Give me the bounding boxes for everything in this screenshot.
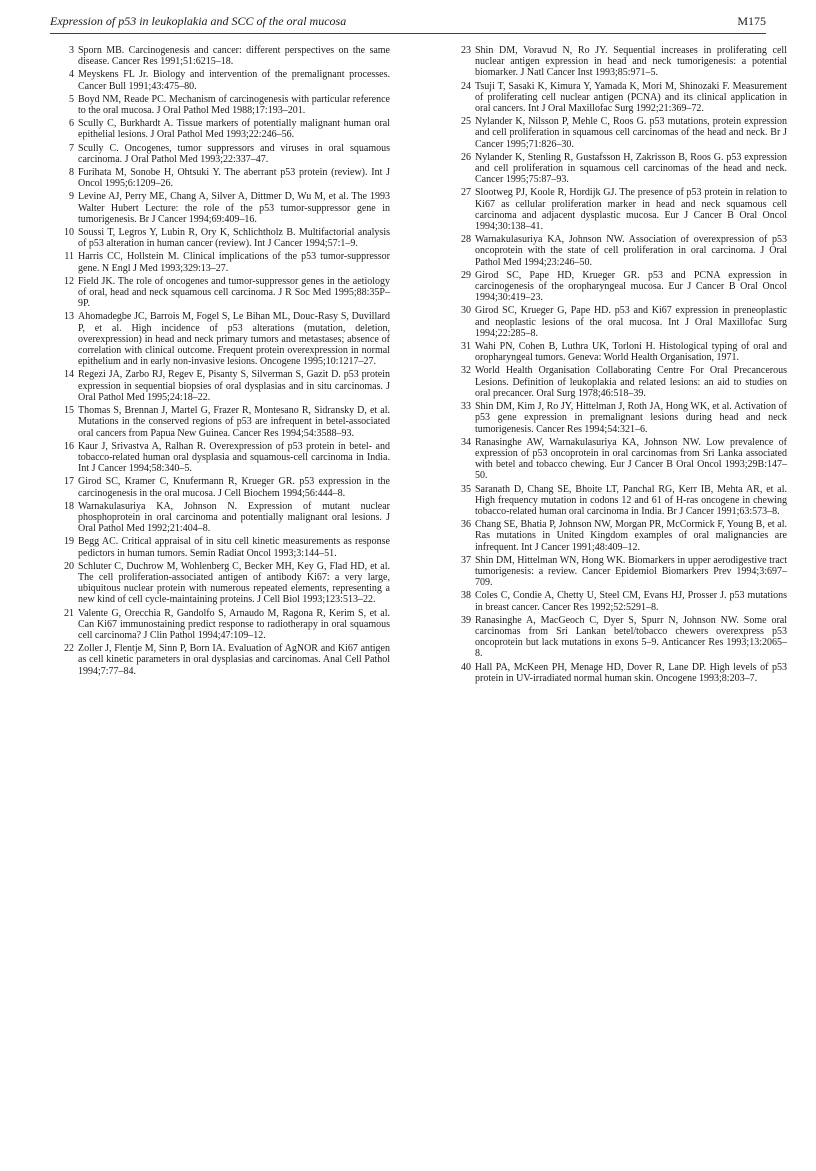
reference-number: 14 <box>64 369 74 381</box>
reference-text: Ranasinghe AW, Warnakulasuriya KA, Johnson NW. Low prevalence of expression of p53 oncoprotein in oral carcinomas from Sri Lanka associated with betel and tobacco chewing. Eur J Cancer B Oral Oncol 1993;29B:147–50. <box>475 436 787 482</box>
reference-item <box>455 662 787 684</box>
reference-text: Hall PA, McKeen PH, Menage HD, Dover R, Lane DP. High levels of p53 protein in UV-irradiated normal human skin. Oncogene 1993;8:203–7. <box>475 661 787 684</box>
reference-item <box>455 341 787 363</box>
reference-number: 21 <box>64 607 74 619</box>
reference-number: 24 <box>461 80 471 92</box>
reference-item <box>455 401 787 435</box>
reference-number: 6 <box>69 118 74 130</box>
reference-text: Shin DM, Hittelman WN, Hong WK. Biomarkers in upper aerodigestive tract tumorigenesis: a review. Cancer Epidemiol Biomarkers Prev 1994;3:697–709. <box>475 554 787 589</box>
reference-number: 27 <box>461 187 471 199</box>
reference-item <box>58 191 390 225</box>
reference-text: Field JK. The role of oncogenes and tumor-suppressor genes in the aetiology of oral, head and neck squamous cell carcinoma. J R Soc Med 1995;88:35P–9P. <box>78 275 390 310</box>
reference-item <box>455 555 787 589</box>
running-title: Expression of p53 in leukoplakia and SCC of the oral mucosa <box>50 14 347 28</box>
references-right-column <box>455 45 787 686</box>
reference-item <box>455 305 787 339</box>
reference-item <box>455 615 787 660</box>
reference-text: Sporn MB. Carcinogenesis and cancer: different perspectives on the same disease. Cancer Res 1991;51:6215–18. <box>78 45 390 68</box>
reference-item <box>58 251 390 273</box>
reference-text: Valente G, Orecchia R, Gandolfo S, Arnaudo M, Ragona R, Kerim S, et al. Can Ki67 immunostaining predict response to radiotherapy in oral squamous cell carcinoma? J Clin Pathol 1994;47:109–12. <box>78 607 390 641</box>
reference-item <box>58 441 390 475</box>
reference-item <box>58 94 390 116</box>
reference-text: Saranath D, Chang SE, Bhoite LT, Panchal RG, Kerr IB, Mehta AR, et al. High frequency mutation in codons 12 and 61 of H-ras oncogene in chewing tobacco-related human oral carcinoma in India. Br J Cancer 1991;63:573–8. <box>475 483 787 517</box>
header-rule <box>50 33 766 34</box>
reference-item <box>58 276 390 310</box>
reference-item <box>58 227 390 249</box>
reference-item <box>455 152 787 186</box>
reference-number: 23 <box>461 45 471 56</box>
references-left-column <box>58 45 390 679</box>
reference-item <box>455 234 787 268</box>
reference-text: Begg AC. Critical appraisal of in situ cell kinetic measurements as response pedictors in human tumors. Semin Radiat Oncol 1993;3:144–51. <box>78 536 390 559</box>
reference-item <box>58 311 390 367</box>
reference-number: 35 <box>461 483 471 495</box>
reference-text: Girod SC, Kramer C, Knufermann R, Krueger GR. p53 expression in the carcinogenesis in the oral mucosa. J Cell Biochem 1994;56:444–8. <box>78 476 390 499</box>
reference-number: 13 <box>64 311 74 323</box>
reference-number: 12 <box>64 275 74 287</box>
reference-text: Zoller J, Flentje M, Sinn P, Born IA. Evaluation of AgNOR and Ki67 antigen as cell kinetic parameters in oral dysplasias and carcinomas. Anal Cell Pathol 1994;7:77–84. <box>78 643 390 677</box>
reference-number: 11 <box>64 251 74 263</box>
reference-number: 18 <box>64 500 74 512</box>
reference-item <box>455 590 787 612</box>
reference-item <box>455 45 787 79</box>
reference-text: Levine AJ, Perry ME, Chang A, Silver A, Dittmer D, Wu M, et al. The 1993 Walter Hubert Lecture: the role of the p53 tumor-suppressor gene in tumorigenesis. Br J Cancer 1994;69:409–16. <box>78 191 390 225</box>
reference-item <box>58 476 390 498</box>
reference-item <box>455 519 787 553</box>
reference-item <box>58 143 390 165</box>
reference-text: Ahomadegbe JC, Barrois M, Fogel S, Le Bihan ML, Douc-Rasy S, Duvillard P, et al. High incidence of p53 alterations (mutation, deletion, overexpression) in head and neck primary tumors and metastases; absence of correlation with clinical outcome. Frequent protein overexpression in normal epithelium and in early non-invasive lesions. Oncogene 1995;10:1217–27. <box>78 311 390 368</box>
reference-text: Shin DM, Voravud N, Ro JY. Sequential increases in proliferating cell nuclear antigen expression in head and neck tumorigenesis: a potential biomarker. J Natl Cancer Inst 1993;85:971–5. <box>475 45 787 79</box>
reference-text: Girod SC, Krueger G, Pape HD. p53 and Ki67 expression in preneoplastic and neoplastic lesions of the oral mucosa. Int J Oral Maxillofac Surg 1994;22:285–8. <box>475 305 787 339</box>
reference-text: Thomas S, Brennan J, Martel G, Frazer R, Montesano R, Sidransky D, et al. Mutations in the conserved regions of p53 are infrequent in betel-associated oral cancers from Papua New Guinea. Cancer Res 1994;54:3588–93. <box>78 405 390 439</box>
reference-text: World Health Organisation Collaborating Centre For Oral Precancerous Lesions. Definition of leukoplakia and related lesions: an aid to studies on oral precancer. Oral Surg 1978;46:518–39. <box>475 365 787 399</box>
reference-text: Kaur J, Srivastva A, Ralhan R. Overexpression of p53 protein in betel- and tobacco-related human oral dysplasia and squamous-cell carcinoma in India. Int J Cancer 1994;58:340–5. <box>78 440 390 475</box>
reference-number: 28 <box>461 234 471 246</box>
running-header <box>50 14 766 36</box>
reference-number: 9 <box>69 191 74 203</box>
reference-text: Regezi JA, Zarbo RJ, Regev E, Pisanty S, Silverman S, Gazit D. p53 protein expression in sequential biopsies of oral dysplasias and in situ carcinomas. J Oral Pathol Med 1995;24:18–22. <box>78 369 390 403</box>
page-number: M175 <box>737 14 766 28</box>
reference-number: 29 <box>461 269 471 281</box>
reference-item <box>58 643 390 677</box>
reference-number: 26 <box>461 151 471 163</box>
reference-text: Warnakulasuriya KA, Johnson N. Expression of mutant nuclear phosphoprotein in oral carcinoma and potentially malignant oral lesions. J Oral Pathol Med 1992;21:404–8. <box>78 500 390 535</box>
reference-item <box>58 536 390 558</box>
reference-text: Nylander K, Nilsson P, Mehle C, Roos G. p53 mutations, protein expression and cell proliferation in squamous cell carcinomas of the head and neck. Br J Cancer 1995;71:826–30. <box>475 116 787 150</box>
reference-number: 15 <box>64 405 74 417</box>
reference-text: Ranasinghe A, MacGeoch C, Dyer S, Spurr N, Johnson NW. Some oral carcinomas from Sri Lankan betel/tobacco chewers overexpress p53 oncoprotein but lack mutations in exons 5–9. Anticancer Res 1993;13:2065–8. <box>475 614 787 660</box>
reference-number: 10 <box>64 227 74 239</box>
reference-item <box>58 561 390 606</box>
reference-number: 39 <box>461 614 471 626</box>
reference-number: 3 <box>69 45 74 56</box>
reference-item <box>58 501 390 535</box>
reference-item <box>455 187 787 232</box>
reference-number: 7 <box>69 142 74 154</box>
reference-item <box>455 81 787 115</box>
reference-number: 22 <box>64 643 74 655</box>
reference-text: Shin DM, Kim J, Ro JY, Hittelman J, Roth JA, Hong WK, et al. Activation of p53 gene expression in premalignant lesions during head and neck tumorigenesis. Cancer Res 1994;54:321–6. <box>475 401 787 435</box>
reference-number: 30 <box>461 305 471 317</box>
reference-item <box>58 608 390 642</box>
reference-number: 4 <box>69 69 74 81</box>
reference-text: Slootweg PJ, Koole R, Hordijk GJ. The presence of p53 protein in relation to Ki67 as cellular proliferation marker in head and neck squamous cell carcinoma and adjacent dysplastic mucosa. Eur J Cancer B Oral Oncol 1994;30:138–41. <box>475 187 787 233</box>
reference-number: 19 <box>64 536 74 548</box>
reference-number: 40 <box>461 661 471 673</box>
reference-text: Warnakulasuriya KA, Johnson NW. Association of overexpression of p53 oncoprotein with the state of cell proliferation in oral carcinoma. J Oral Pathol Med 1994;23:246–50. <box>475 234 787 268</box>
reference-number: 31 <box>461 341 471 353</box>
reference-text: Scully C. Oncogenes, tumor suppressors and viruses in oral squamous carcinoma. J Oral Pathol Med 1993;22:337–47. <box>78 142 390 165</box>
reference-item <box>58 69 390 91</box>
reference-text: Coles C, Condie A, Chetty U, Steel CM, Evans HJ, Prosser J. p53 mutations in breast cancer. Cancer Res 1992;52:5291–8. <box>475 590 787 613</box>
reference-item <box>455 365 787 399</box>
reference-number: 17 <box>64 476 74 488</box>
reference-number: 36 <box>461 519 471 531</box>
reference-text: Boyd NM, Reade PC. Mechanism of carcinogenesis with particular reference to the oral mucosa. J Oral Pathol Med 1988;17:193–201. <box>78 93 390 117</box>
reference-item <box>58 118 390 140</box>
reference-item <box>58 405 390 439</box>
reference-text: Tsuji T, Sasaki K, Kimura Y, Yamada K, Mori M, Shinozaki F. Measurement of proliferating cell nuclear antigen (PCNA) and its clinical application in oral cancers. Int J Oral Maxillofac Surg 1992;21:369–72. <box>475 80 787 115</box>
reference-item <box>455 116 787 150</box>
reference-text: Harris CC, Hollstein M. Clinical implications of the p53 tumor-suppressor gene. N Engl J Med 1993;329:13–27. <box>78 251 390 274</box>
reference-item <box>455 270 787 304</box>
reference-number: 38 <box>461 590 471 602</box>
reference-text: Meyskens FL Jr. Biology and intervention of the premalignant processes. Cancer Bull 1991;43:475–80. <box>78 69 390 92</box>
reference-number: 16 <box>64 440 74 452</box>
reference-text: Nylander K, Stenling R, Gustafsson H, Zakrisson B, Roos G. p53 expression and cell proliferation in squamous cell carcinomas of the head and neck. Cancer 1995;75:87–93. <box>475 151 787 186</box>
reference-item <box>58 369 390 403</box>
reference-text: Wahi PN, Cohen B, Luthra UK, Torloni H. Histological typing of oral and oropharyngeal tumors. Geneva: World Health Organisation, 1971. <box>475 341 787 364</box>
reference-number: 25 <box>461 116 471 128</box>
reference-number: 5 <box>69 93 74 105</box>
reference-text: Scully C, Burkhardt A. Tissue markers of potentially malignant human oral epithelial lesions. J Oral Pathol Med 1993;22:246–56. <box>78 118 390 141</box>
reference-item <box>58 45 390 67</box>
reference-text: Schluter C, Duchrow M, Wohlenberg C, Becker MH, Key G, Flad HD, et al. The cell proliferation-associated antigen of antibody Ki67: a very large, ubiquitous nuclear protein with numerous repeated elements, representing a new kind of cell cycle-maintaining proteins. J Cell Biol 1993;123:513–22. <box>78 560 390 606</box>
reference-text: Chang SE, Bhatia P, Johnson NW, Morgan PR, McCormick F, Young B, et al. Ras mutations in United Kingdom examples of oral malignancies are infrequent. Int J Cancer 1991;48:409–12. <box>475 519 787 553</box>
reference-number: 37 <box>461 554 471 566</box>
reference-number: 8 <box>69 167 74 179</box>
reference-number: 20 <box>64 560 74 572</box>
reference-text: Furihata M, Sonobe H, Ohtsuki Y. The aberrant p53 protein (review). Int J Oncol 1995;6:1209–26. <box>78 167 390 190</box>
reference-text: Girod SC, Pape HD, Krueger GR. p53 and PCNA expression in carcinogenesis of the oropharyngeal mucosa. Eur J Cancer B Oral Oncol 1994;30:419–23. <box>475 269 787 304</box>
reference-item <box>455 484 787 518</box>
reference-item <box>58 167 390 189</box>
reference-number: 32 <box>461 365 471 377</box>
reference-number: 34 <box>461 436 471 448</box>
reference-text: Soussi T, Legros Y, Lubin R, Ory K, Schlichtholz B. Multifactorial analysis of p53 alteration in human cancer (review). Int J Cancer 1994;57:1–9. <box>78 227 390 250</box>
reference-number: 33 <box>461 401 471 413</box>
reference-item <box>455 437 787 482</box>
